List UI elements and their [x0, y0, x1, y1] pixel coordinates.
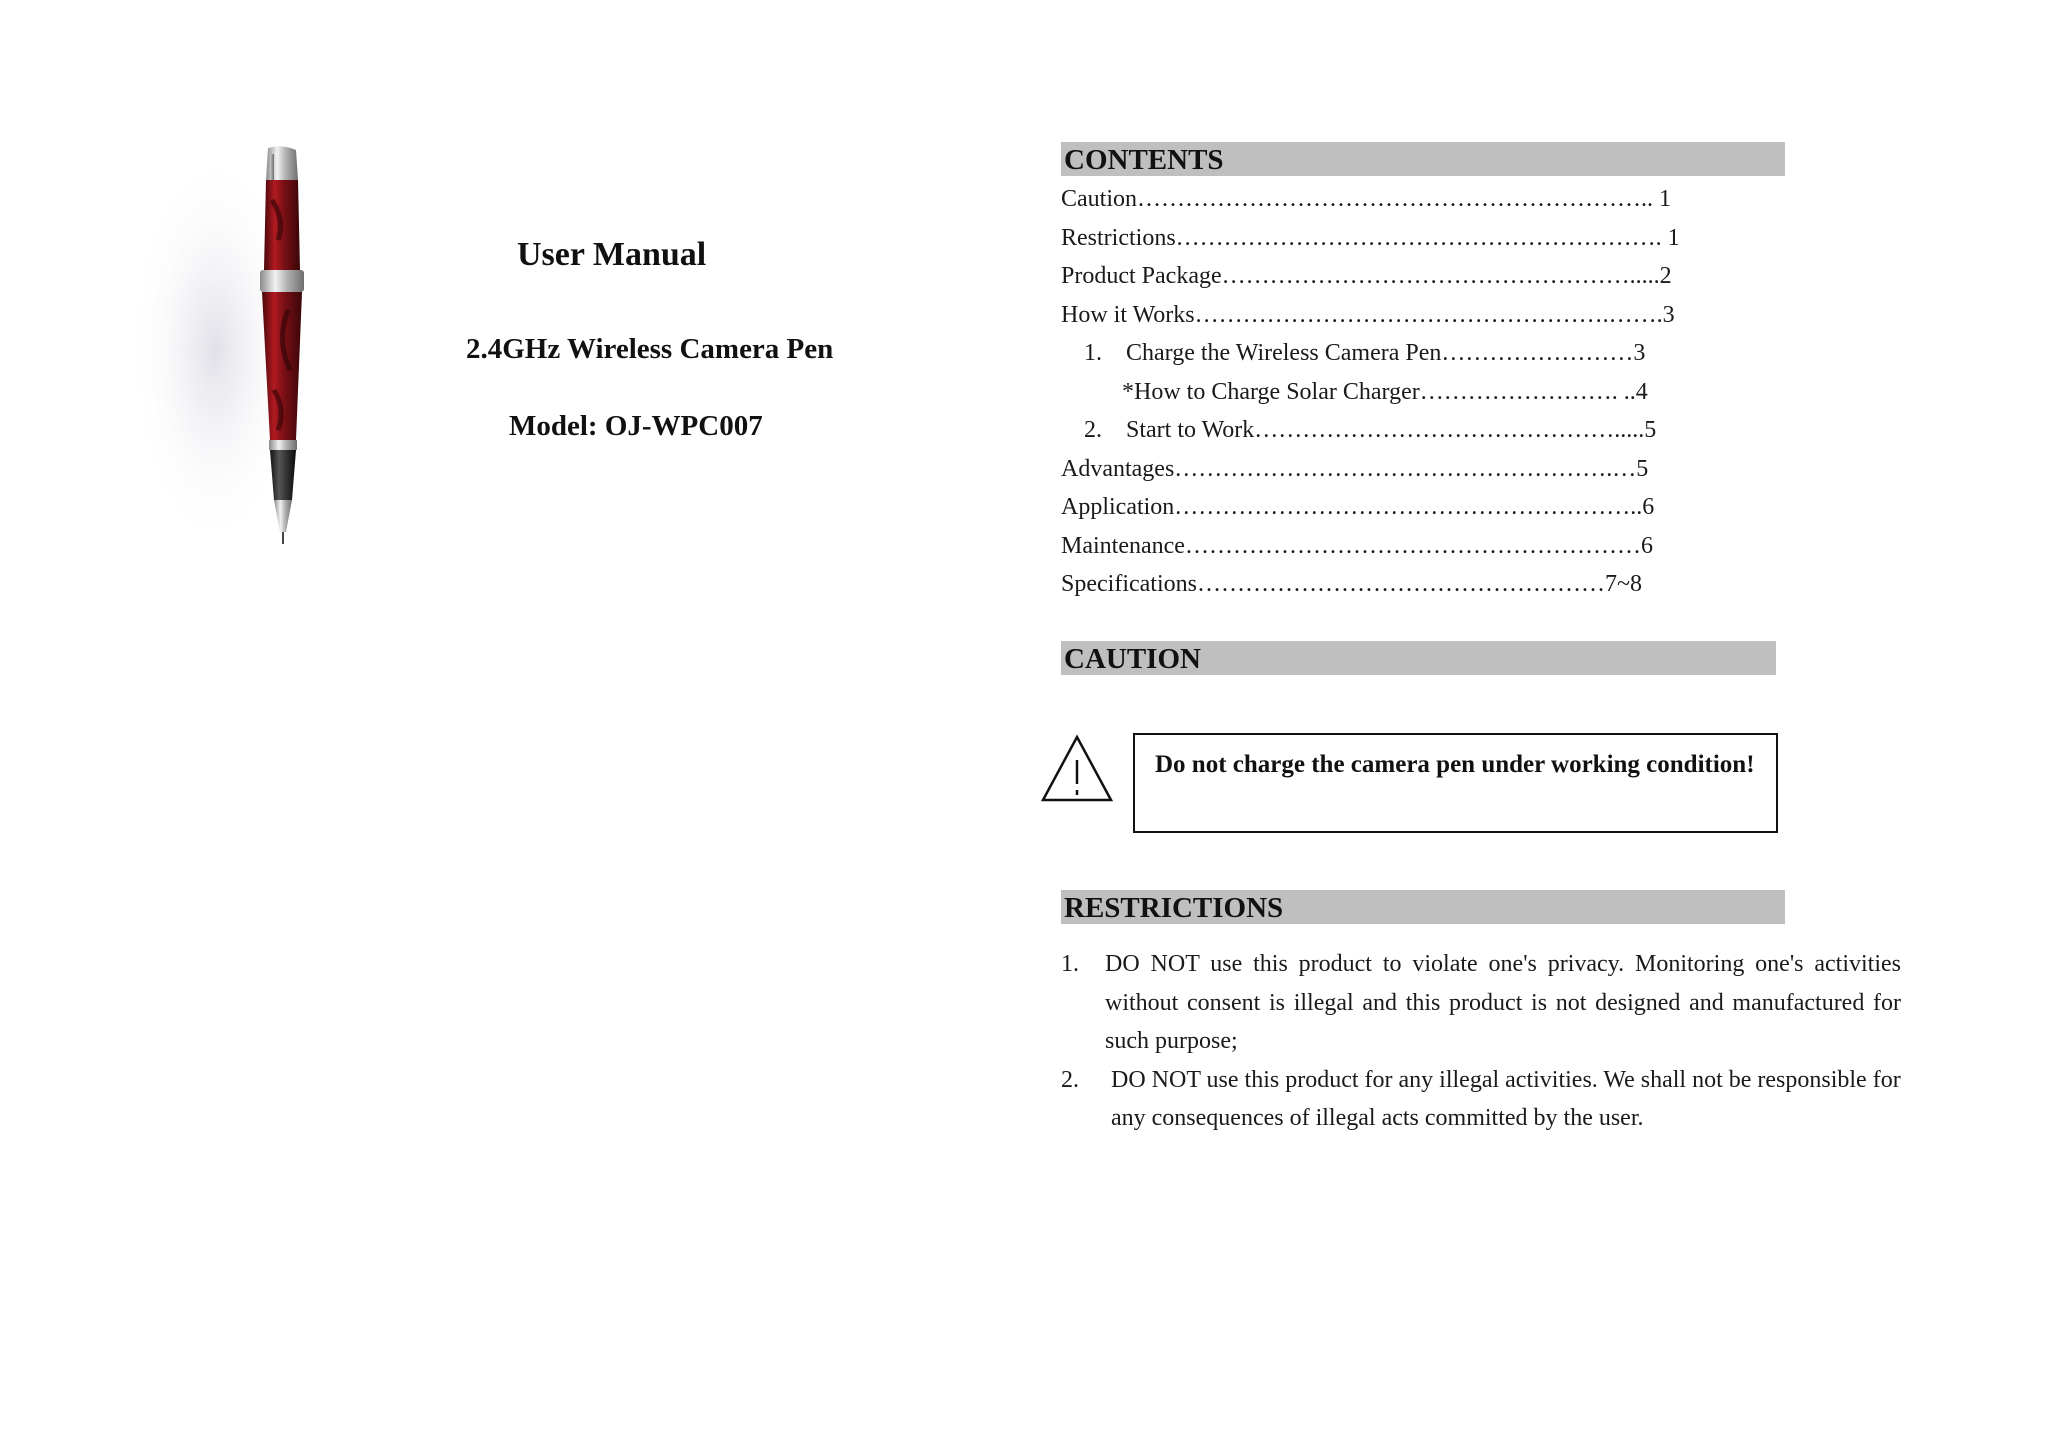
caution-warning-box [1133, 733, 1778, 833]
toc-label: Restrictions……………………………………………………. 1 [1061, 224, 1680, 251]
toc-label: Product Package…………………………………………….....2 [1061, 263, 1672, 289]
toc-item-maintenance[interactable] [1061, 527, 1761, 566]
toc-number: 1. [1084, 340, 1102, 366]
toc-item-solar-charger[interactable] [1061, 373, 1761, 412]
restrictions-list [1061, 945, 1901, 1138]
caution-heading: CAUTION [1061, 641, 1776, 675]
caution-warning-text: Do not charge the camera pen under working condition! [1155, 751, 1755, 778]
toc-label: Specifications……………………………………………7~8 [1061, 571, 1642, 597]
contents-heading: CONTENTS [1061, 142, 1785, 176]
toc-item-application[interactable] [1061, 488, 1761, 527]
toc-label: Charge the Wireless Camera Pen……………………3 [1126, 340, 1646, 366]
restriction-text: DO NOT use this product for any illegal activities. We shall not be responsible for any consequences of illegal acts committed by the user. [1111, 1066, 1901, 1131]
toc-item-advantages[interactable] [1061, 450, 1761, 489]
restriction-item [1061, 1061, 1901, 1138]
product-name: 2.4GHz Wireless Camera Pen [466, 333, 834, 365]
restriction-number: 1. [1061, 951, 1079, 977]
toc-label: Maintenance…………………………………………………6 [1061, 532, 1653, 559]
toc-label: Application…………………………………………………..6 [1061, 494, 1655, 520]
warning-triangle-icon [1040, 734, 1114, 804]
restrictions-heading: RESTRICTIONS [1061, 890, 1785, 924]
manual-title: User Manual [517, 236, 707, 273]
toc-item-charge-pen[interactable] [1061, 334, 1761, 373]
model-number: Model: OJ-WPC007 [509, 410, 763, 442]
table-of-contents [1061, 180, 1761, 604]
pen-center-ring [260, 270, 304, 292]
toc-label: How it Works…………………………………………….…….3 [1061, 301, 1675, 328]
restriction-item [1061, 945, 1901, 1061]
toc-label: *How to Charge Solar Charger……………………. ..4 [1122, 378, 1648, 405]
pen-tip [274, 500, 292, 532]
toc-label: Start to Work……………………………………….....5 [1126, 417, 1657, 443]
pen-lower-ring [269, 440, 297, 450]
camera-pen-image [120, 140, 340, 550]
toc-number: 2. [1084, 417, 1102, 443]
toc-item-caution[interactable] [1061, 180, 1761, 219]
toc-item-specifications[interactable] [1061, 565, 1761, 604]
toc-item-start-to-work[interactable] [1061, 411, 1761, 450]
toc-item-restrictions[interactable] [1061, 219, 1761, 258]
toc-item-product-package[interactable] [1061, 257, 1761, 296]
toc-label: Advantages……………………………………………….…5 [1061, 455, 1649, 482]
restriction-text: DO NOT use this product to violate one's privacy. Monitoring one's activities without consent is illegal and this product is not designed and manufactured for such purpose; [1105, 951, 1901, 1054]
pen-grip [270, 450, 296, 500]
toc-label: Caution……………………………………………………….. 1 [1061, 186, 1671, 212]
restriction-number: 2. [1061, 1066, 1079, 1093]
toc-item-how-it-works[interactable] [1061, 296, 1761, 335]
